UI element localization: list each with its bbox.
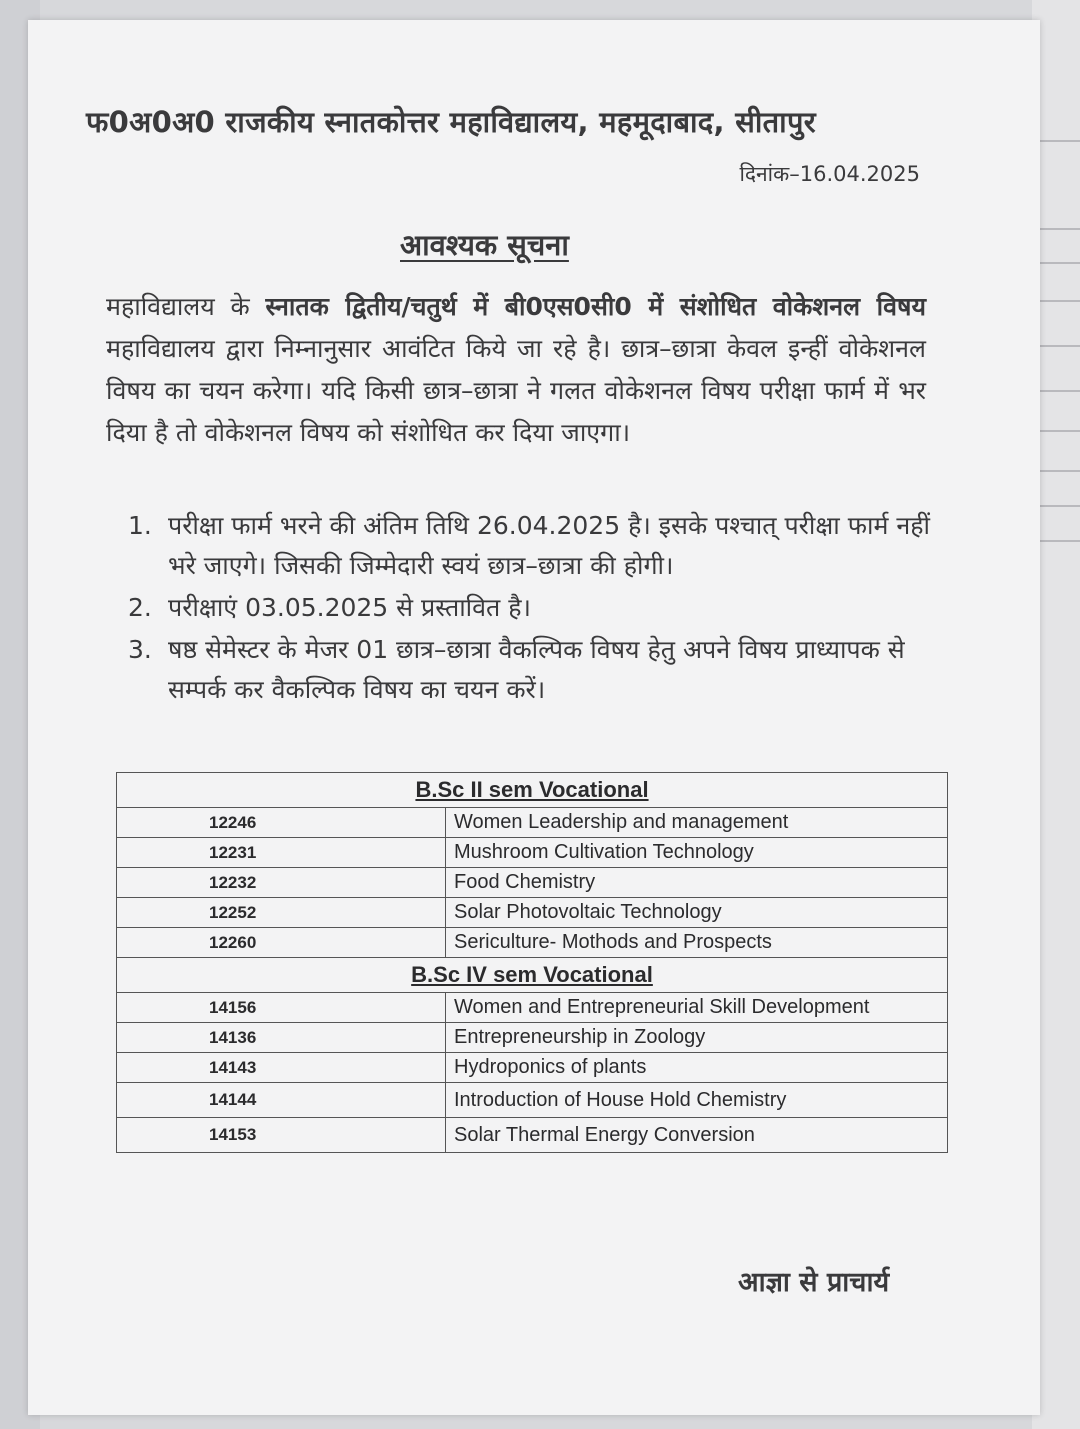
subject-name: Mushroom Cultivation Technology [446, 838, 948, 868]
notice-date: दिनांक–16.04.2025 [739, 162, 920, 186]
institution-name: फ0अ0अ0 राजकीय स्नातकोत्तर महाविद्यालय, महमूदाबाद, सीतापुर [86, 105, 816, 139]
subject-name: Women and Entrepreneurial Skill Development [446, 993, 948, 1023]
subject-code: 12246 [117, 808, 446, 838]
subject-name: Hydroponics of plants [446, 1053, 948, 1083]
notice-point [128, 588, 938, 628]
table-row [117, 868, 948, 898]
notice-point [128, 630, 938, 710]
subject-code: 14144 [117, 1083, 446, 1118]
point-number: 2. [128, 593, 152, 622]
table-row [117, 928, 948, 958]
subject-code: 14153 [117, 1118, 446, 1153]
subject-code: 14143 [117, 1053, 446, 1083]
point-text: परीक्षा फार्म भरने की अंतिम तिथि 26.04.2025 है। इसके पश्चात् परीक्षा फार्म नहीं भरे जाएगे। जिसकी जिम्मेदारी स्वयं छात्र–छात्रा की होगी। [168, 511, 930, 580]
subject-name: Food Chemistry [446, 868, 948, 898]
subject-name: Entrepreneurship in Zoology [446, 1023, 948, 1053]
subject-code: 12260 [117, 928, 446, 958]
subject-code: 12252 [117, 898, 446, 928]
table-row [117, 1118, 948, 1153]
table-row [117, 808, 948, 838]
table-section-header [117, 958, 948, 993]
subject-code: 14136 [117, 1023, 446, 1053]
subject-name: Introduction of House Hold Chemistry [446, 1083, 948, 1118]
table-section-header [117, 773, 948, 808]
table-row [117, 1083, 948, 1118]
notice-paragraph [106, 286, 926, 454]
notice-title: आवश्यक सूचना [400, 228, 569, 262]
paragraph-part1: महाविद्यालय के [106, 292, 266, 321]
subject-code: 14156 [117, 993, 446, 1023]
notice-points [128, 506, 938, 712]
notice-paper [28, 20, 1040, 1415]
table-row [117, 1023, 948, 1053]
table-row [117, 838, 948, 868]
subject-name: Solar Thermal Energy Conversion [446, 1118, 948, 1153]
table-row [117, 993, 948, 1023]
table-row [117, 898, 948, 928]
signature-line: आज्ञा से प्राचार्य [738, 1267, 890, 1298]
paragraph-part2: महाविद्यालय द्वारा निम्नानुसार आवंटित किये जा रहे है। छात्र–छात्रा केवल इन्हीं वोकेशनल विषय का चयन करेगा। यदि किसी छात्र–छात्रा ने गलत वोकेशनल विषय परीक्षा फार्म में भर दिया है तो वोकेशनल विषय को संशोधित कर दिया जाएगा। [106, 334, 926, 447]
sem2-header: B.Sc II sem Vocational [117, 773, 948, 808]
subject-name: Women Leadership and management [446, 808, 948, 838]
sem4-header: B.Sc IV sem Vocational [117, 958, 948, 993]
point-text: परीक्षाएं 03.05.2025 से प्रस्तावित है। [168, 593, 532, 622]
table-row [117, 1053, 948, 1083]
point-text: षष्ठ सेमेस्टर के मेजर 01 छात्र–छात्रा वैकल्पिक विषय हेतु अपने विषय प्राध्यापक से सम्पर्क कर वैकल्पिक विषय का चयन करें। [168, 635, 905, 704]
vocational-table [116, 772, 948, 1153]
point-number: 3. [128, 635, 152, 664]
point-number: 1. [128, 511, 152, 540]
subject-name: Sericulture- Mothods and Prospects [446, 928, 948, 958]
subject-code: 12231 [117, 838, 446, 868]
subject-code: 12232 [117, 868, 446, 898]
notice-point [128, 506, 938, 586]
paragraph-bold: स्नातक द्वितीय/चतुर्थ में बी0एस0सी0 में संशोधित वोकेशनल विषय [265, 292, 926, 321]
subject-name: Solar Photovoltaic Technology [446, 898, 948, 928]
